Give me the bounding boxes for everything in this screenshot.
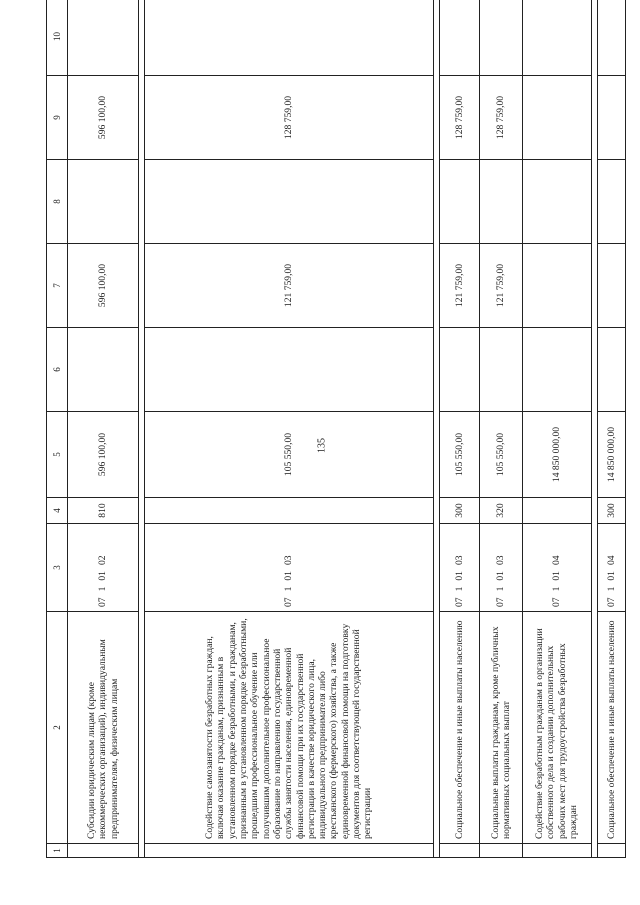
col-header-6: 6 [47,328,68,412]
row-vr: 300 [439,498,479,524]
row-name: Субсидии юридическим лицам (кроме некоммерческих организаций), индивидуальным предпринимателям, физическим лицам [68,612,139,844]
row-col6 [597,328,625,412]
row-vr: 320 [480,498,522,524]
table-row [439,0,479,858]
col-header-7: 7 [47,244,68,328]
code-part: 01 [283,571,295,581]
code-part: 04 [551,555,563,566]
row-index-cell [68,844,139,858]
code-part: 1 [495,586,507,592]
row-col5: 105 550,00 [439,412,479,498]
code-part: 01 [605,571,617,581]
row-name: Содействие безработным гражданам в организации собственного дела и создании дополнительных рабочих мест для трудоустройства безработных граждан [522,612,591,844]
row-col5: 14 850 000,00 [597,412,625,498]
code-part: 07 [605,597,617,607]
table-row [68,0,139,858]
code-part: 03 [495,555,507,566]
row-col8 [144,160,433,244]
row-name: Социальное обеспечение и иные выплаты населению [439,612,479,844]
col-header-3: 3 [47,524,68,612]
col-header-2: 2 [47,612,68,844]
row-index-cell [144,844,433,858]
row-col9 [522,76,591,160]
row-col8 [480,160,522,244]
row-name: Социальное обеспечение и иные выплаты населению [597,612,625,844]
row-col6 [522,328,591,412]
code-part: 07 [551,597,563,607]
row-col6 [144,328,433,412]
row-col9: 128 759,00 [439,76,479,160]
row-col7 [597,244,625,328]
row-col9: 128 759,00 [480,76,522,160]
code-part: 1 [605,586,617,592]
row-col7: 121 759,00 [480,244,522,328]
row-code [144,524,433,612]
code-part: 07 [495,597,507,607]
row-code [68,524,139,612]
row-col10 [144,0,433,76]
col-header-5: 5 [47,412,68,498]
row-col9 [597,76,625,160]
col-header-1: 1 [47,844,68,858]
code-part: 01 [551,571,563,581]
col-header-10: 10 [47,0,68,76]
row-vr: 810 [68,498,139,524]
row-name: Содействие самозанятости безработных граждан, включая оказание гражданам, признанным в установленном порядке безработными, и гражданам, признанным в установленном порядке безработными, прошедшим профессиональное обучение или получившим дополнительное профессиональное образование по направлению государственной службы занятости населения, единовременной финансовой помощи при их государственной регистрации в качестве юридического лица, индивидуального предпринимателя либо крестьянского (фермерского) хозяйства, а также единовременной финансовой помощи на подготовку документов для соответствующей государственной регистрации [144,612,433,844]
code-part: 03 [283,555,295,566]
row-index-cell [522,844,591,858]
row-col7: 596 100,00 [68,244,139,328]
row-col9: 128 759,00 [144,76,433,160]
row-index-cell [597,844,625,858]
row-col10 [439,0,479,76]
table-row [522,0,591,858]
code-part: 02 [97,555,109,566]
table-row [144,0,433,858]
code-part: 07 [283,597,295,607]
budget-table [46,0,626,858]
code-part: 01 [454,571,466,581]
table-row [480,0,522,858]
row-vr [522,498,591,524]
row-vr [144,498,433,524]
code-part: 1 [551,586,563,592]
col-header-8: 8 [47,160,68,244]
row-col10 [597,0,625,76]
row-code [597,524,625,612]
code-part: 1 [454,586,466,592]
row-col7: 121 759,00 [439,244,479,328]
row-col8 [68,160,139,244]
row-col5: 596 100,00 [68,412,139,498]
row-col5: 105 550,00 [144,412,433,498]
row-col6 [68,328,139,412]
code-part: 07 [97,597,109,607]
col-header-4: 4 [47,498,68,524]
page-number: 135 [316,438,328,453]
code-part: 04 [605,555,617,566]
row-index-cell [480,844,522,858]
row-col5: 14 850 000,00 [522,412,591,498]
row-col6 [439,328,479,412]
row-col8 [439,160,479,244]
row-col5: 105 550,00 [480,412,522,498]
row-col9: 596 100,00 [68,76,139,160]
code-part: 01 [97,571,109,581]
row-col10 [522,0,591,76]
row-code [522,524,591,612]
row-col7 [522,244,591,328]
code-part: 01 [495,571,507,581]
header-row [47,0,68,858]
row-col8 [522,160,591,244]
row-col6 [480,328,522,412]
code-part: 1 [283,586,295,592]
code-part: 03 [454,555,466,566]
row-index-cell [439,844,479,858]
row-vr: 300 [597,498,625,524]
row-code [439,524,479,612]
col-header-9: 9 [47,76,68,160]
budget-table-rotated [46,0,626,858]
code-part: 07 [454,597,466,607]
row-name: Социальные выплаты гражданам, кроме публичных нормативных социальных выплат [480,612,522,844]
code-part: 1 [97,586,109,592]
row-col10 [68,0,139,76]
row-col7: 121 759,00 [144,244,433,328]
table-row [597,0,625,858]
row-col8 [597,160,625,244]
row-code [480,524,522,612]
row-col10 [480,0,522,76]
